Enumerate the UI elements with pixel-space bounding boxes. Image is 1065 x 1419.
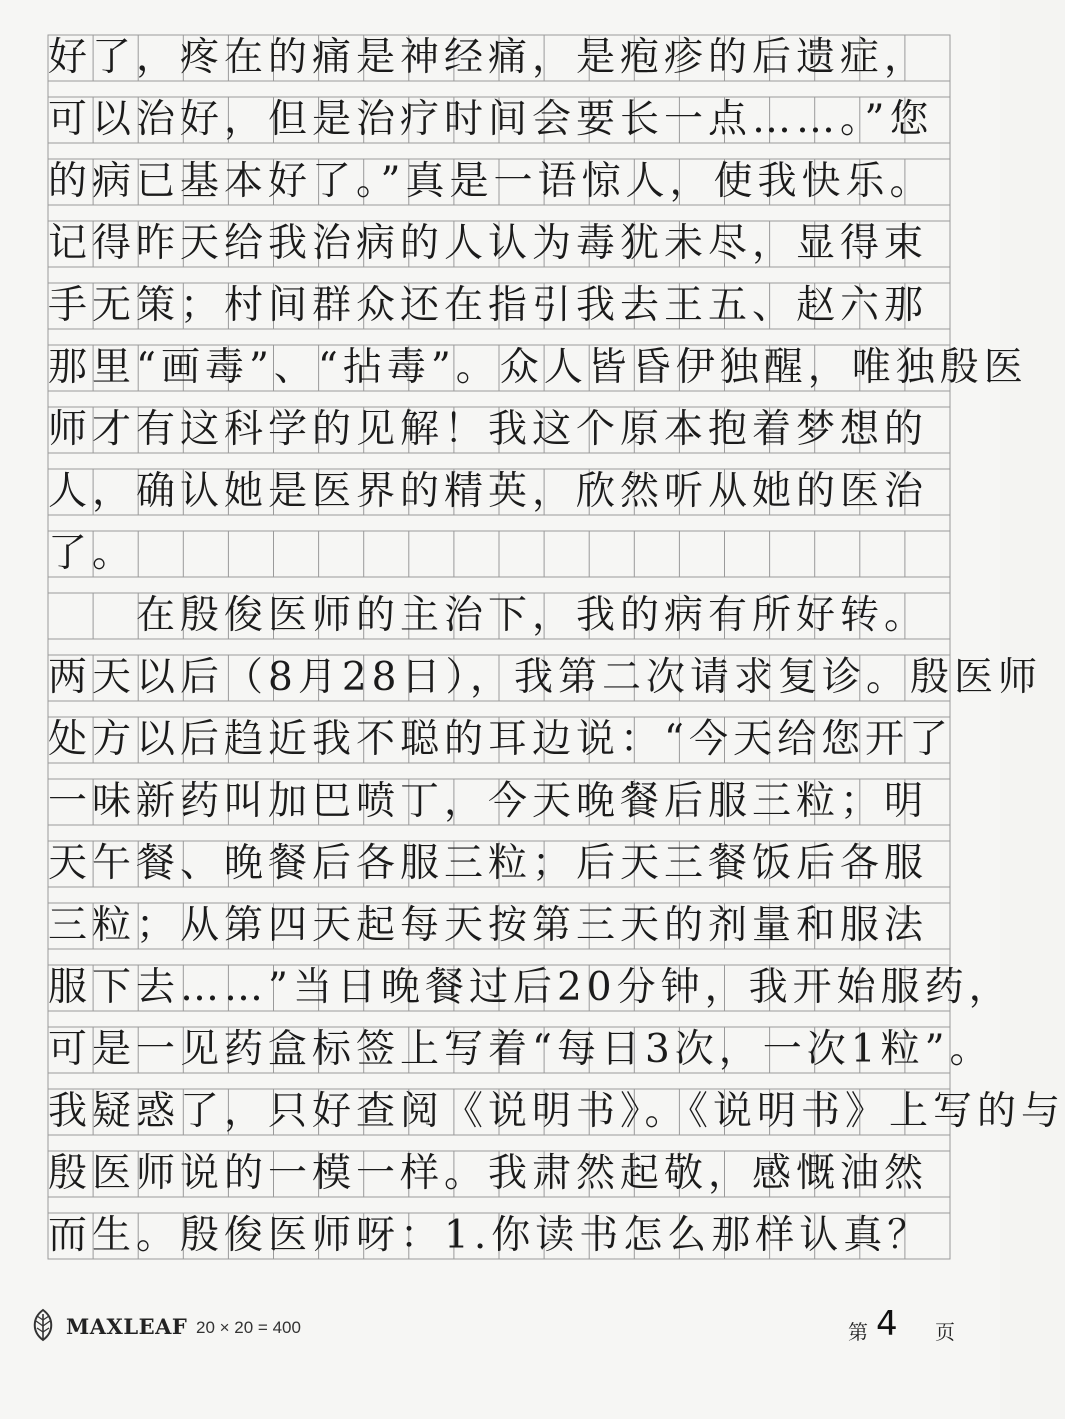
manuscript-line-text: 的病已基本好了。”真是一语惊人，使我快乐。 [48,159,934,204]
manuscript-line [48,779,950,825]
page-footer [0,1300,1000,1350]
page-label-suffix: 页 [935,1320,955,1344]
manuscript-line-text: 师才有这科学的见解！我这个原本抱着梦想的 [48,407,929,452]
page-number: 4 [876,1304,898,1344]
manuscript-line [48,841,950,887]
manuscript-line-text: 在殷俊医师的主治下，我的病有所好转。 [48,593,929,638]
manuscript-line [48,1151,950,1197]
manuscript-line-text: 一味新药叫加巴喷丁，今天晚餐后服三粒；明 [48,779,929,824]
manuscript-line-text: 好了，疼在的痛是神经痛，是疱疹的后遗症， [48,35,929,80]
manuscript-line [48,35,950,81]
manuscript-line [48,903,950,949]
manuscript-line [48,283,950,329]
manuscript-line-text: 我疑惑了，只好查阅《说明书》。《说明书》上写的与 [48,1089,1065,1134]
brand-name: MAXLEAF [66,1314,188,1339]
manuscript-line [48,593,950,639]
manuscript-line [48,1027,994,1073]
manuscript-line-text: 服下去……”当日晚餐过后20分钟，我开始服药， [48,965,1013,1010]
manuscript-line-text: 可是一见药盒标签上写着“每日3次，一次1粒”。 [48,1027,994,1072]
manuscript-line [48,345,1028,391]
manuscript-line [48,97,950,143]
manuscript-line-text: 天午餐、晚餐后各服三粒；后天三餐饭后各服 [48,841,929,886]
manuscript-line [48,1089,1065,1135]
leaf-logo-icon [26,1308,60,1342]
manuscript-line [48,1213,950,1259]
manuscript-line [48,159,950,205]
manuscript-line-text: 而生。殷俊医师呀：1.你读书怎么那样认真？ [48,1213,932,1258]
page-label-prefix: 第 [848,1320,868,1344]
manuscript-line [48,655,1042,701]
manuscript-line [48,469,950,515]
manuscript-line-text: 了。 [48,531,137,576]
manuscript-line-text: 手无策；村间群众还在指引我去王五、赵六那 [48,283,929,328]
manuscript-line-text: 处方以后趋近我不聪的耳边说：“今天给您开了 [48,717,953,762]
manuscript-line-text: 记得昨天给我治病的人认为毒犹未尽，显得束 [48,221,929,266]
grid-spec: 20 × 20 = 400 [196,1318,301,1337]
manuscript-line [48,531,950,577]
manuscript-line-text: 殷医师说的一模一样。我肃然起敬，感慨油然 [48,1151,929,1196]
manuscript-line-text: 可以治好，但是治疗时间会要长一点……。”您 [48,97,934,142]
manuscript-line-text: 人，确认她是医界的精英，欣然听从她的医治 [48,469,929,514]
manuscript-line [48,407,950,453]
manuscript-line-text: 那里“画毒”、“拈毒”。众人皆昏伊独醒，唯独殷医 [48,345,1028,390]
manuscript-line [48,965,1013,1011]
manuscript-line-text: 两天以后（8月28日），我第二次请求复诊。殷医师 [48,655,1042,700]
manuscript-line [48,717,953,763]
manuscript-line [48,221,950,267]
manuscript-line-text: 三粒；从第四天起每天按第三天的剂量和服法 [48,903,929,948]
